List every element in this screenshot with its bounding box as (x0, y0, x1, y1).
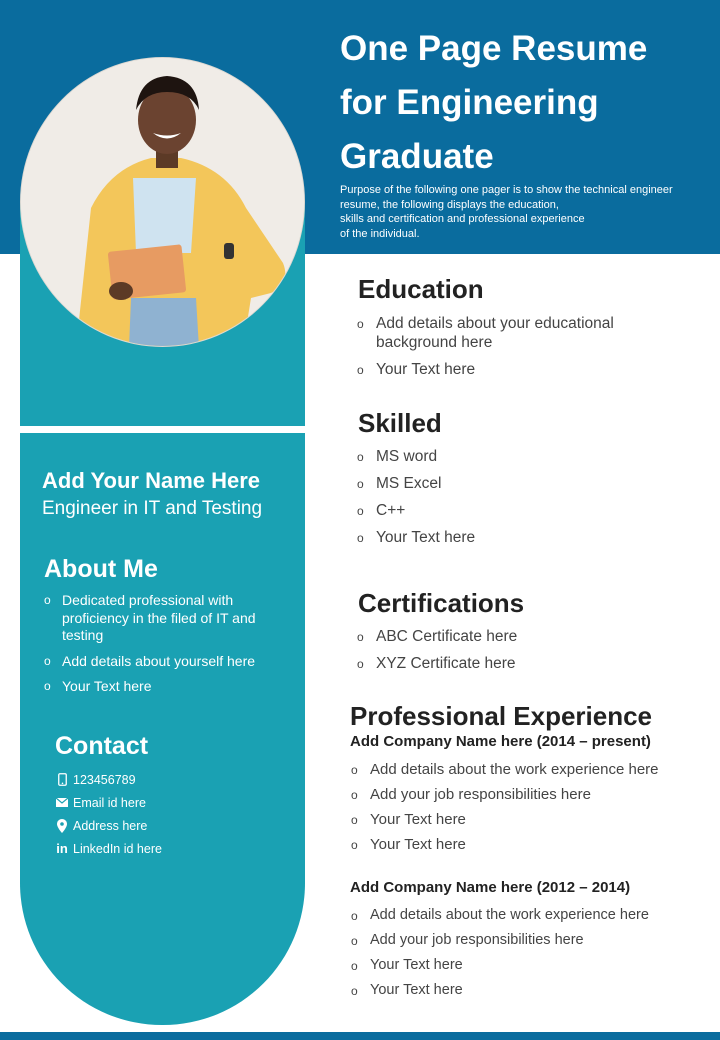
company-name: Add Company Name here (2012 – 2014) (350, 879, 631, 896)
list-item: o Your Text here (351, 956, 691, 975)
about-heading: About Me (44, 555, 158, 583)
list-item: o Add details about yourself here (44, 653, 284, 671)
list-item: o XYZ Certificate here (357, 654, 697, 673)
education-heading: Education (358, 274, 484, 304)
resume-subtitle (340, 183, 710, 241)
job-1-list (351, 760, 691, 860)
list-item: o Your Text here (357, 360, 657, 379)
list-item: o Add details about the work experience here (351, 906, 691, 925)
list-item: o Add details about the work experience here (351, 760, 691, 779)
list-item: o Add your job responsibilities here (351, 931, 691, 950)
subtitle-line: skills and certification and professional experience (340, 213, 585, 225)
contact-email-text: Email id here (73, 795, 146, 810)
contact-linkedin-text: LinkedIn id here (73, 841, 162, 856)
list-item: o Your Text here (351, 981, 691, 1000)
person-illustration (21, 58, 305, 347)
contact-phone (55, 768, 162, 791)
email-icon (55, 798, 69, 807)
contact-heading: Contact (55, 732, 149, 760)
contact-address-text: Address here (73, 818, 148, 833)
title-line: One Page Resume (340, 29, 648, 68)
contact-linkedin (55, 837, 162, 860)
list-item: o MS Excel (357, 474, 697, 493)
list-item: o Add your job responsibilities here (351, 785, 691, 804)
subtitle-line: Purpose of the following one pager is to show the technical engineer (340, 184, 673, 196)
about-list (44, 592, 284, 704)
certifications-list (357, 627, 697, 681)
company-name: Add Company Name here (2014 – present) (350, 733, 651, 750)
contact-address (55, 814, 162, 837)
title-line: Graduate (340, 137, 494, 176)
resume-title (340, 22, 710, 184)
education-list (357, 314, 657, 387)
sidebar-panel (20, 433, 305, 1025)
experience-heading: Professional Experience (350, 701, 653, 731)
list-item: o Your Text here (44, 678, 284, 696)
list-item: o Add details about your educational background here (357, 314, 657, 352)
list-item: o C++ (357, 501, 697, 520)
title-line: for Engineering (340, 83, 599, 122)
profile-photo (20, 57, 305, 347)
list-item: o Dedicated professional with proficiency in the filed of IT and testing (44, 592, 284, 645)
list-item: o Your Text here (357, 528, 697, 547)
contact-list (55, 768, 162, 860)
subtitle-line: of the individual. (340, 227, 420, 240)
list-item: o ABC Certificate here (357, 627, 697, 646)
job-2-list (351, 906, 691, 1006)
linkedin-icon: in (56, 841, 68, 856)
phone-icon (55, 773, 69, 786)
certifications-heading: Certifications (358, 588, 525, 618)
list-item: o Your Text here (351, 835, 691, 854)
skills-heading: Skilled (358, 408, 442, 438)
contact-email (55, 791, 162, 814)
list-item: o MS word (357, 447, 697, 466)
footer-band (0, 1032, 720, 1040)
contact-phone-text: 123456789 (73, 772, 136, 787)
list-item: o Your Text here (351, 810, 691, 829)
candidate-name: Add Your Name Here (42, 468, 261, 493)
location-icon (55, 819, 69, 833)
candidate-role: Engineer in IT and Testing (42, 498, 263, 519)
skills-list (357, 447, 697, 555)
subtitle-line: resume, the following displays the education, (340, 198, 559, 211)
